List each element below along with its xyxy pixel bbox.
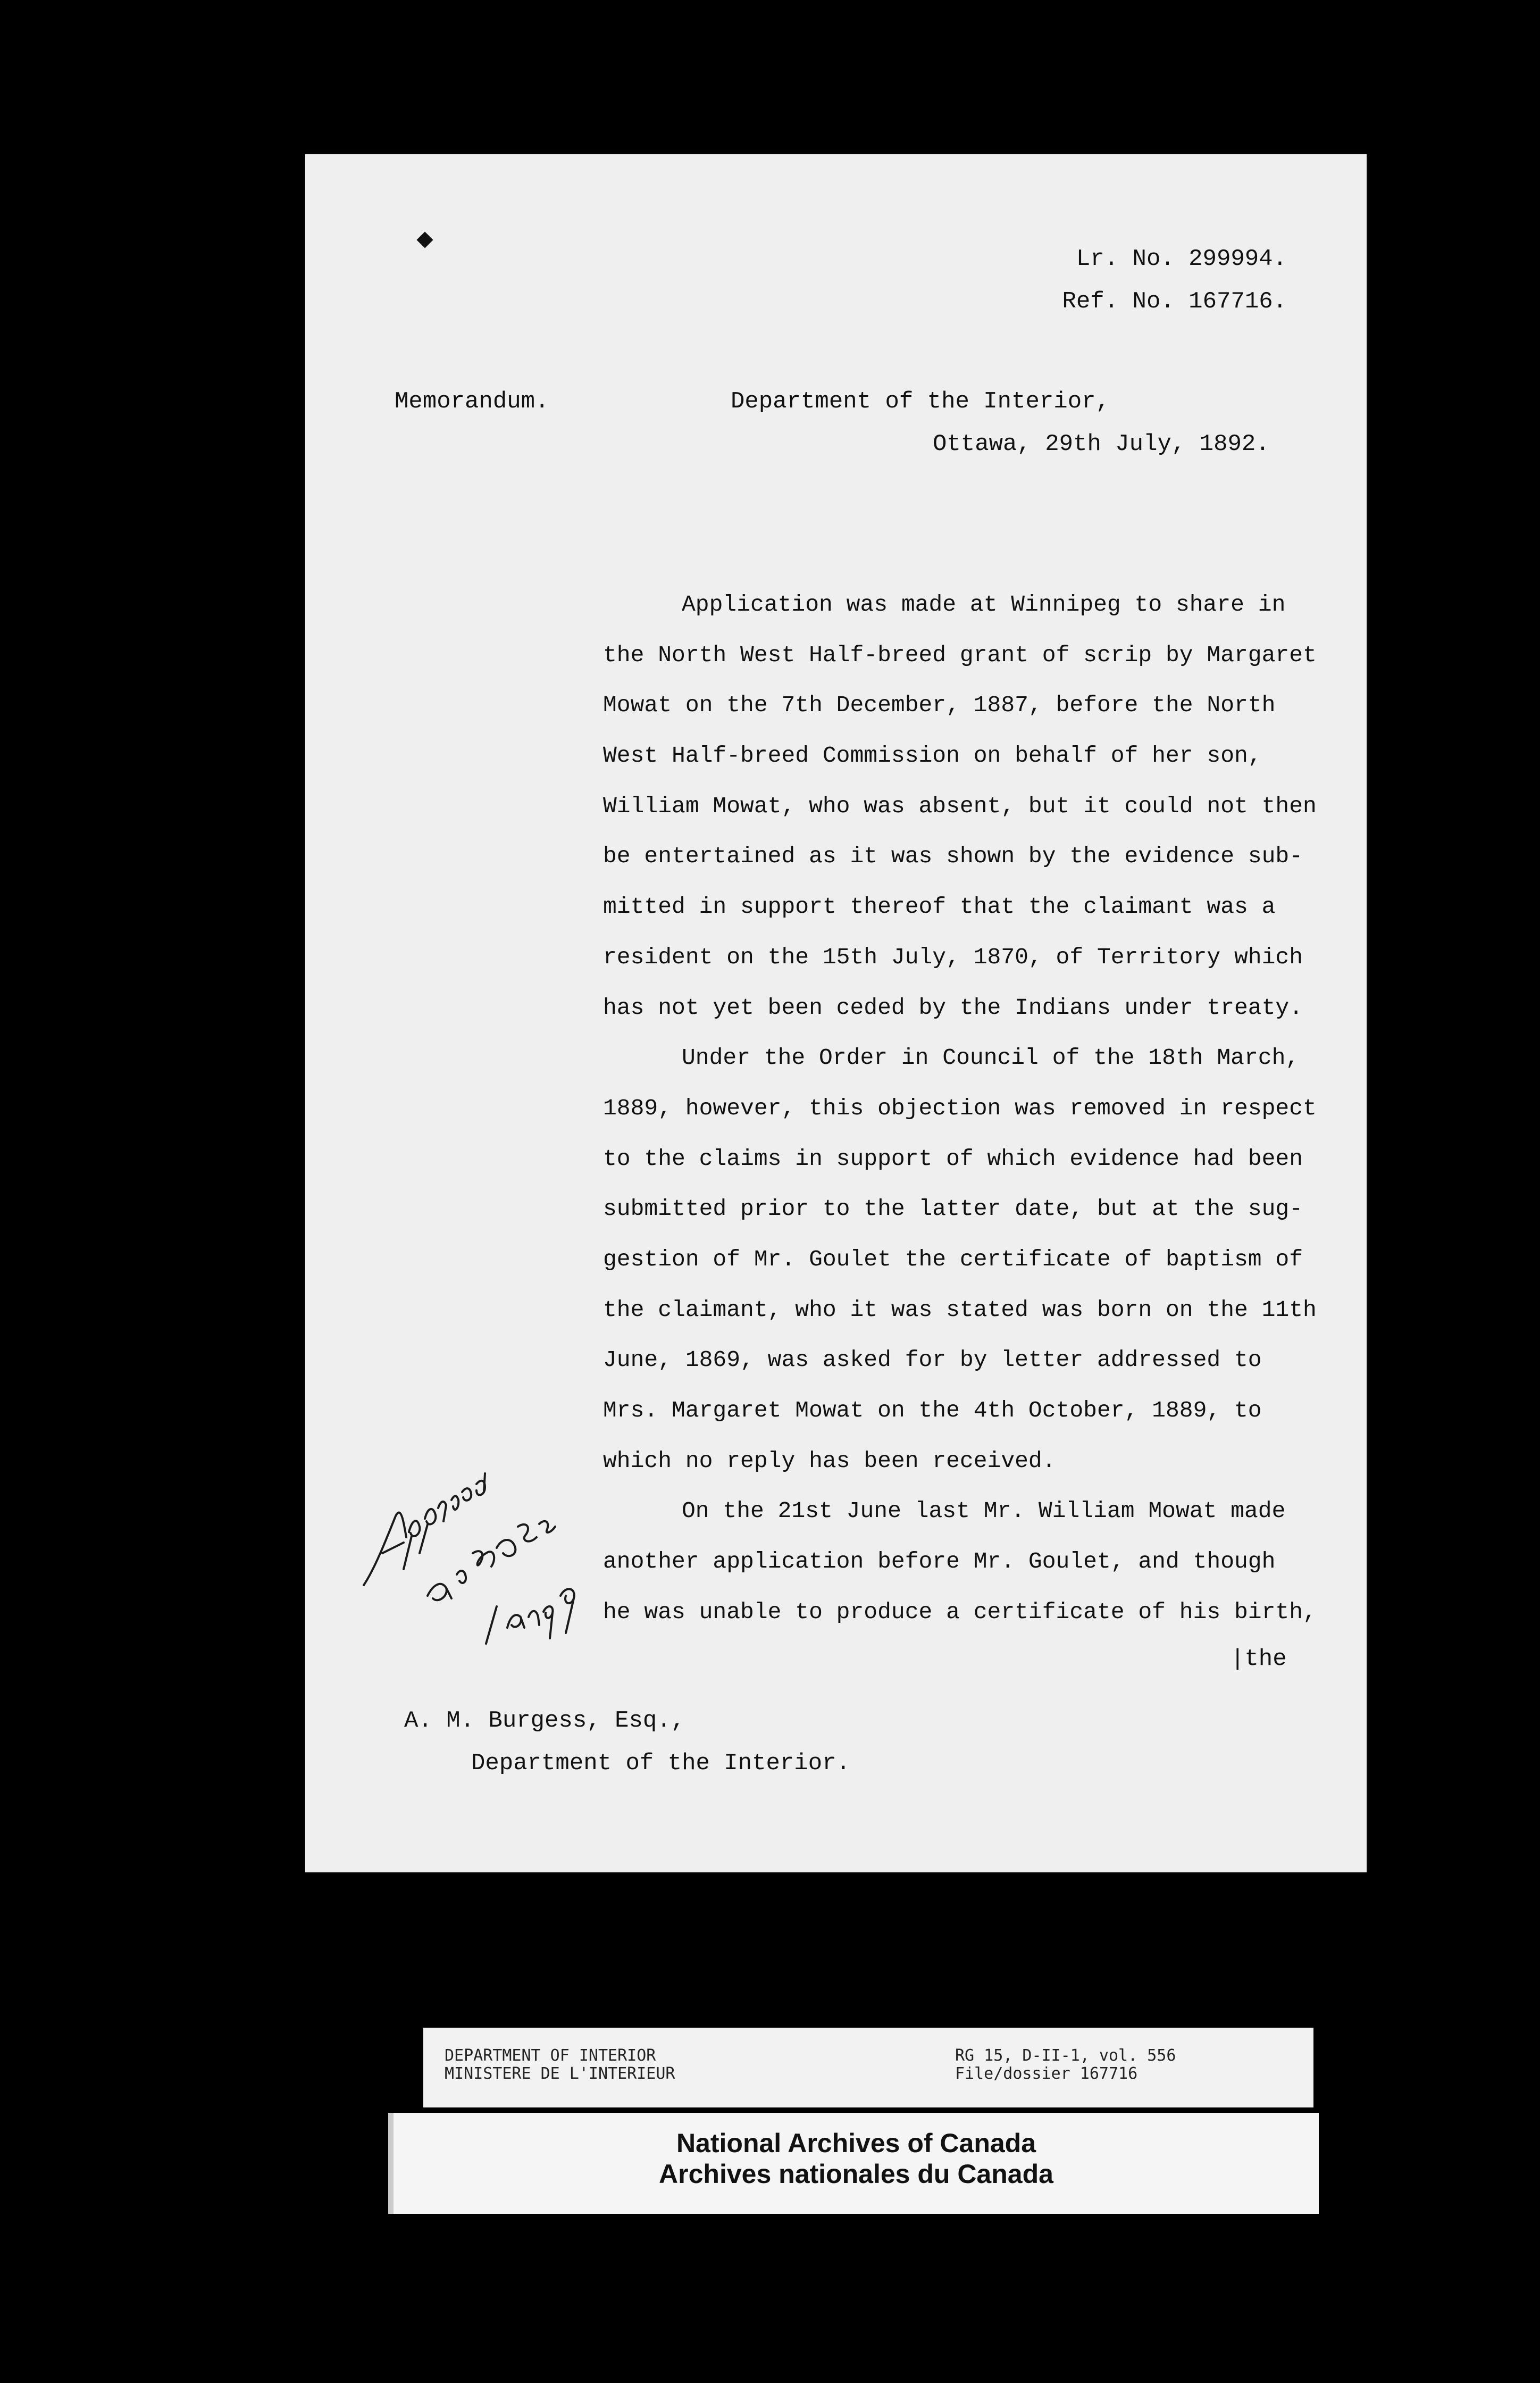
body-line: Mowat on the 7th December, 1887, before the North — [603, 692, 1276, 719]
body-line: Under the Order in Council of the 18th March, — [682, 1045, 1300, 1071]
body-line: 1889, however, this objection was removed in respect — [603, 1095, 1317, 1121]
archive-reference-label — [423, 2028, 1313, 2107]
body-line: has not yet been ceded by the Indians under treaty. — [603, 994, 1303, 1021]
body-line: June, 1869, was asked for by letter addressed to — [603, 1347, 1262, 1373]
body-line: he was unable to produce a certificate of his birth, — [603, 1598, 1317, 1625]
memorandum-body — [603, 580, 1353, 1637]
body-line: which no reply has been received. — [603, 1447, 1056, 1474]
body-line: West Half-breed Commission on behalf of her son, — [603, 743, 1262, 769]
reference-number: Ref. No. 167716. — [1062, 288, 1287, 315]
file-number: File/dossier 167716 — [955, 2064, 1138, 2083]
body-line: submitted prior to the latter date, but at the sug- — [603, 1196, 1303, 1222]
body-line: gestion of Mr. Goulet the certificate of baptism of — [603, 1246, 1303, 1272]
body-line: Mrs. Margaret Mowat on the 4th October, 1889, to — [603, 1397, 1262, 1423]
archives-name-french: Archives nationales du Canada — [659, 2159, 1053, 2189]
body-line: Application was made at Winnipeg to share in — [682, 591, 1286, 618]
body-line: be entertained as it was shown by the evidence sub- — [603, 843, 1303, 870]
handwritten-approval-signature — [353, 1394, 619, 1660]
body-line: the claimant, who it was stated was born on the 11th — [603, 1296, 1317, 1323]
department-heading: Department of the Interior, — [731, 388, 1110, 415]
body-line: the North West Half-breed grant of scrip by Margaret — [603, 641, 1317, 668]
body-line: mitted in support thereof that the claimant was a — [603, 894, 1276, 920]
body-line: to the claims in support of which evidence had been — [603, 1145, 1303, 1172]
memorandum-label: Memorandum. — [395, 388, 549, 415]
body-line: On the 21st June last Mr. William Mowat made — [682, 1498, 1286, 1524]
body-line: another application before Mr. Goulet, and though — [603, 1548, 1276, 1575]
memorandum-page — [305, 154, 1367, 1872]
letter-number: Lr. No. 299994. — [1076, 246, 1287, 272]
punch-mark — [416, 231, 433, 248]
department-english: DEPARTMENT OF INTERIOR — [445, 2046, 656, 2065]
body-line: William Mowat, who was absent, but it could not then — [603, 793, 1317, 819]
body-line: resident on the 15th July, 1870, of Territory which — [603, 944, 1303, 970]
record-group-reference: RG 15, D-II-1, vol. 556 — [955, 2046, 1176, 2065]
archives-banner — [388, 2113, 1319, 2214]
date-line: Ottawa, 29th July, 1892. — [933, 431, 1270, 457]
addressee-name: A. M. Burgess, Esq., — [404, 1707, 685, 1734]
archives-name-english: National Archives of Canada — [676, 2128, 1036, 2158]
addressee-department: Department of the Interior. — [471, 1750, 850, 1777]
continuation-word: |the — [1231, 1646, 1287, 1672]
department-french: MINISTERE DE L'INTERIEUR — [445, 2064, 675, 2083]
